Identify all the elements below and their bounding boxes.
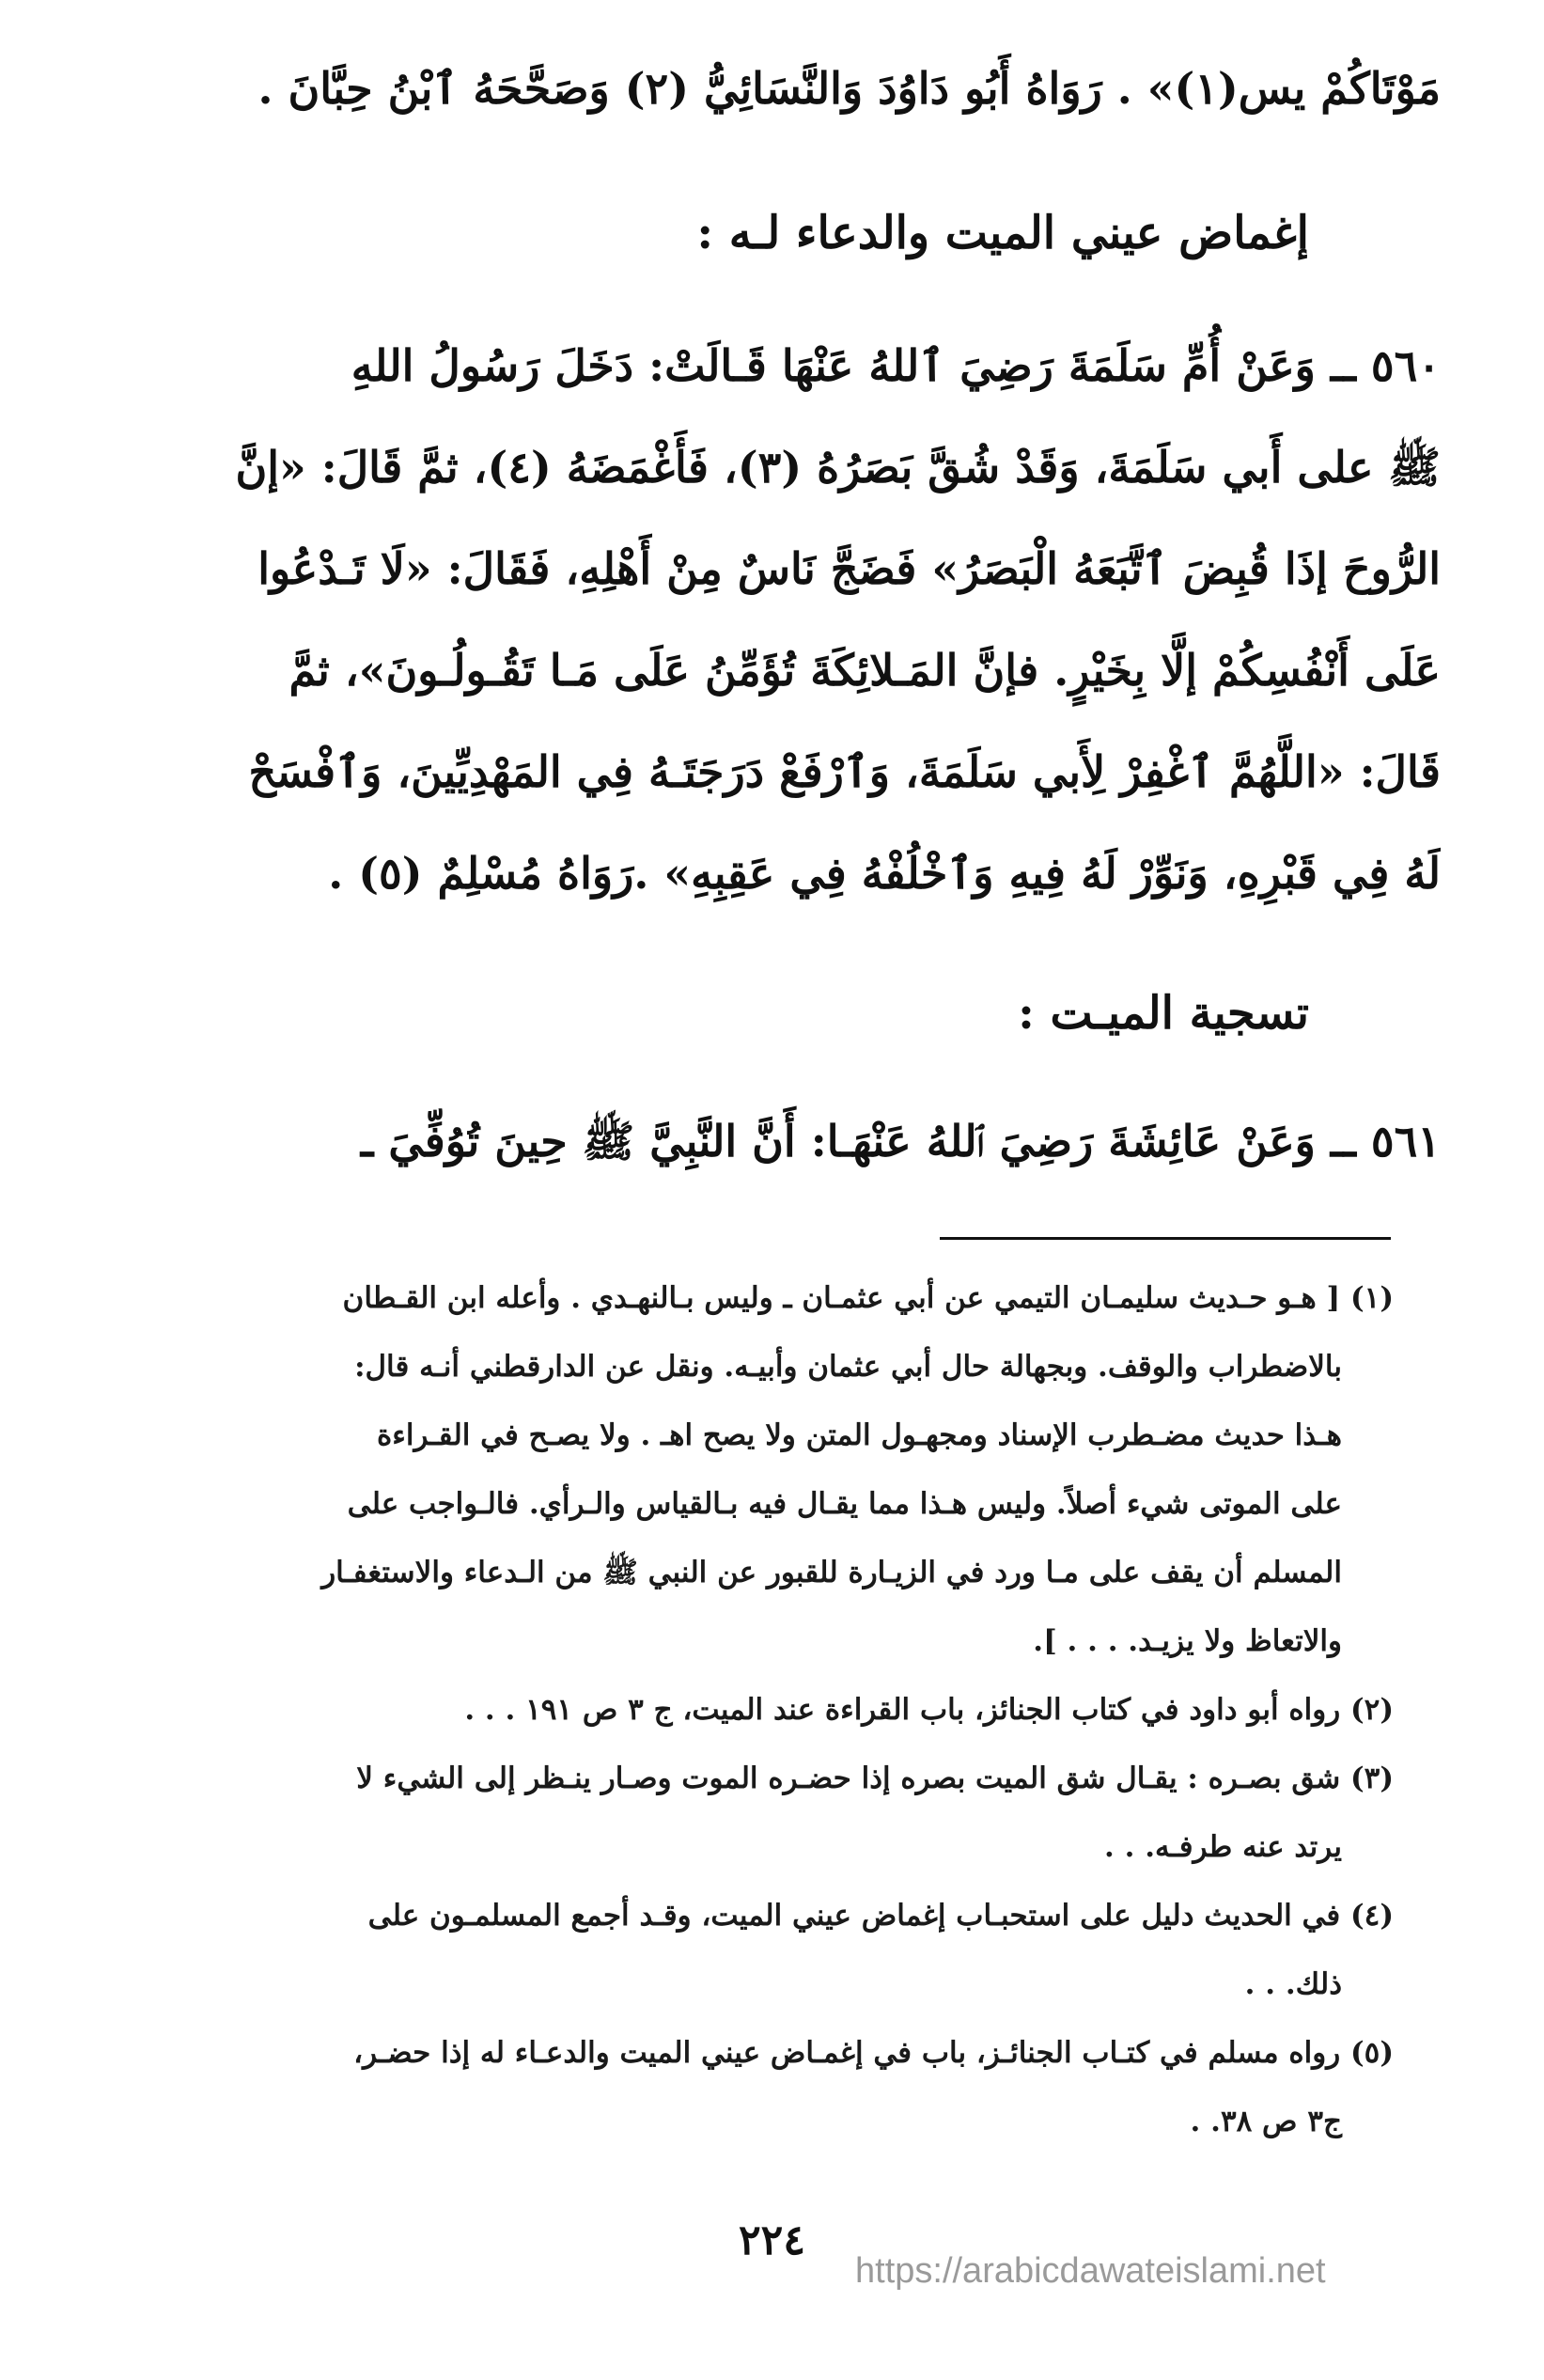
text-line: ٥٦٠ ــ وَعَنْ أُمِّ سَلَمَةَ رَضِيَ ٱللهُ عَنْهَا قَـالَتْ: دَخَلَ رَسُولُ اللهِ — [351, 340, 1441, 391]
text-line: ﷺ على أَبي سَلَمَةَ، وَقَدْ شُقَّ بَصَرُهُ (٣)، فَأَغْمَضَهُ (٤)، ثمَّ قَالَ: «إنَّ — [235, 442, 1441, 493]
footnotes — [66, 1264, 1394, 2156]
text-line: الرُّوحَ إذَا قُبِضَ ٱتَّبَعَهُ الْبَصَرُ» فَضَجَّ نَاسٌ مِنْ أَهْلِهِ، فَقَالَ: «لَا تَـدْعُوا — [257, 543, 1441, 594]
hadith-560 — [56, 315, 1441, 924]
footnote-1-line: المسلم أن يقف على مـا ورد في الزيـارة للقبور عن النبي ﷺ من الـدعاء والاستغفـار — [321, 1556, 1342, 1589]
footnote-2: (٢) رواه أبو داود في كتاب الجنائز، باب القراءة عند الميت، ج ٣ ص ١٩١ . . . — [464, 1693, 1394, 1727]
continuation-paragraph — [56, 38, 1441, 139]
footnote-3-line: يرتد عنه طرفـه. . . — [1104, 1830, 1342, 1864]
hadith-561 — [56, 1090, 1441, 1192]
text-line: لَهُ فِي قَبْرِهِ، وَنَوِّرْ لَهُ فِيهِ وَٱخْلُفْهُ فِي عَقِبِهِ» .رَوَاهُ مُسْلِمٌ (٥) . — [328, 848, 1441, 899]
page-number: ٢٢٤ — [739, 2216, 805, 2264]
section-heading-eye-closing: إغماض عيني الميت والدعاء لـه : — [696, 207, 1309, 259]
text-line: ٥٦١ ــ وَعَنْ عَائِشَةَ رَضِيَ ٱللهُ عَنْهَـا: أَنَّ النَّبِيَّ ﷺ حِينَ تُوُفِّيَ ـ — [360, 1116, 1441, 1167]
text-line: مَوْتَاكُمْ يس(١)» . رَوَاهُ أَبُو دَاوُدَ وَالنَّسَائِيُّ (٢) وَصَحَّحَهُ ٱبْنُ حِبَّانَ . — [257, 63, 1441, 114]
footnote-1-line: على الموتى شيء أصلاً. وليس هـذا مما يقـال فيه بـالقياس والـرأي. فالـواجب على — [347, 1487, 1342, 1521]
footnote-1-line: والاتعاظ ولا يزيـد. . . . ]. — [1033, 1624, 1342, 1658]
text-line: عَلَى أَنْفُسِكُمْ إلَّا بِخَيْرٍ. فإنَّ المَـلائِكَةَ تُؤَمِّنُ عَلَى مَـا تَقُـولُـونَ»، ثمَّ — [289, 645, 1441, 696]
footnote-1: (١) [ هـو حـديث سليمـان التيمي عن أبي عثمـان ـ وليس بـالنهـدي . وأعله ابن القـطان — [342, 1281, 1394, 1315]
footnote-5-line: ج٣ ص ٣٨. . — [1190, 2105, 1342, 2138]
footnote-4-line: ذلك. . . — [1244, 1967, 1342, 2001]
watermark-url: https://arabicdawateislami.net — [855, 2251, 1326, 2291]
footnote-separator — [940, 1237, 1391, 1240]
footnote-5: (٥) رواه مسلم في كتـاب الجنائـز، باب في إغمـاض عيني الميت والدعـاء له إذا حضـر، — [353, 2036, 1394, 2070]
footnote-1-line: هـذا حديث مضـطرب الإسناد ومجهـول المتن ولا يصح اهـ . ولا يصـح في القـراءة — [377, 1418, 1342, 1452]
footnote-4: (٤) في الحديث دليل على استحبـاب إغماض عيني الميت، وقـد أجمع المسلمـون على — [367, 1899, 1394, 1933]
footnote-1-line: بالاضطراب والوقف. وبجهالة حال أبي عثمان وأبيـه. ونقل عن الدارقطني أنـه قال: — [354, 1350, 1342, 1384]
footnote-3: (٣) شق بصـره : يقـال شق الميت بصره إذا حضـره الموت وصـار ينـظر إلى الشيء لا — [356, 1762, 1394, 1795]
text-line: قَالَ: «اللَّهُمَّ ٱغْفِرْ لِأَبي سَلَمَةَ، وَٱرْفَعْ دَرَجَتَـهُ فِي المَهْدِيِّينَ، وَٱفْسَحْ — [248, 746, 1441, 797]
section-heading-covering: تسجية الميـت : — [1018, 987, 1309, 1040]
